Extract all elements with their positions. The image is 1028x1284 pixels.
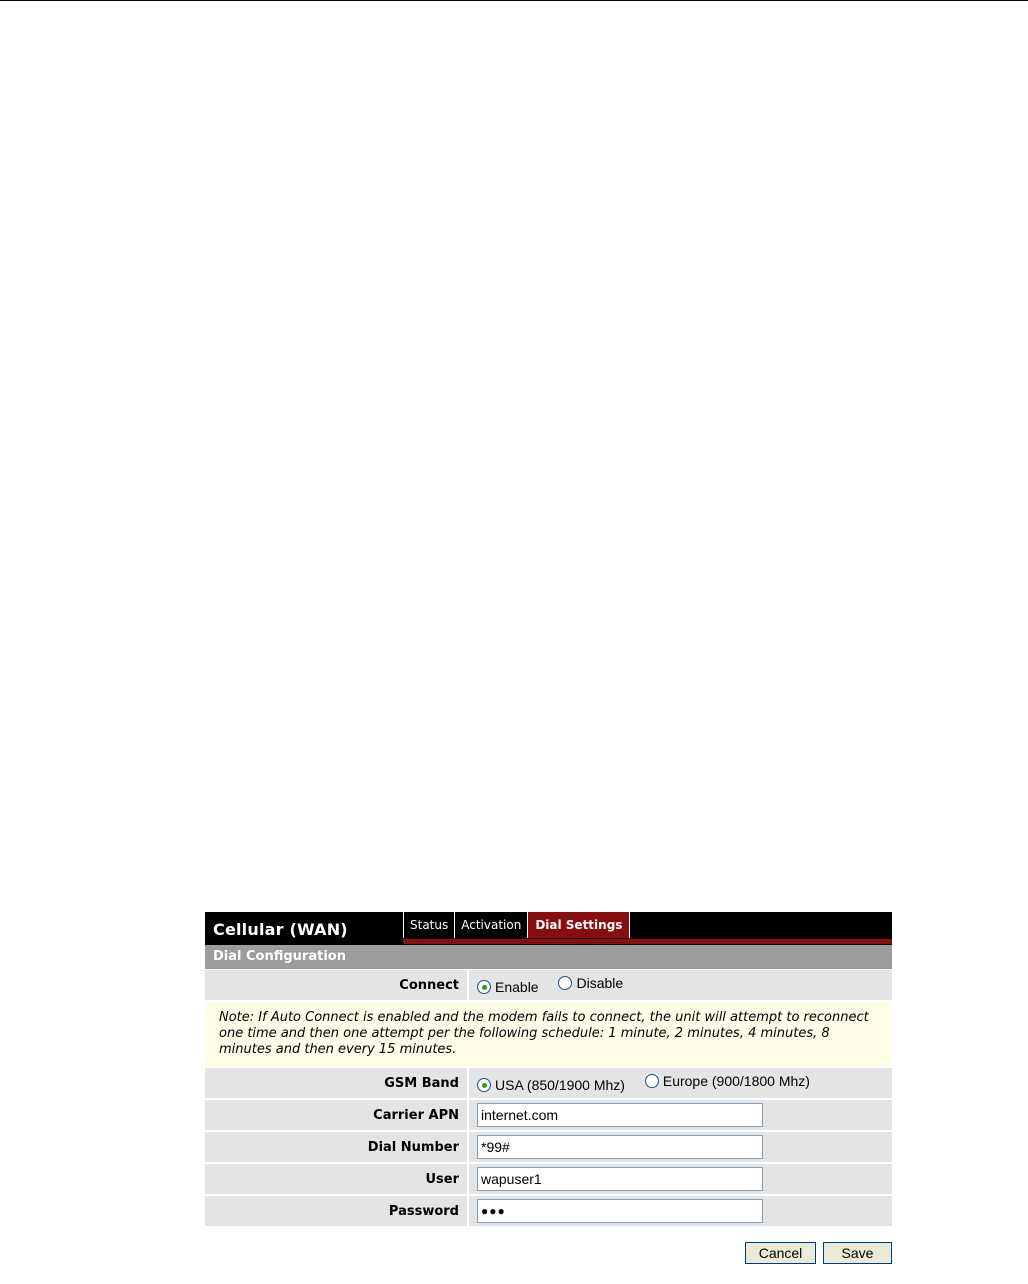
form-actions	[745, 1242, 892, 1264]
note-row	[205, 1001, 892, 1067]
password-input[interactable]: ●●●	[477, 1199, 763, 1223]
section-title: Dial Configuration	[205, 945, 892, 970]
dial-number-label: Dial Number	[205, 1131, 468, 1163]
gsm-band-label: GSM Band	[205, 1067, 468, 1099]
carrier-apn-row	[205, 1099, 892, 1131]
dial-number-row	[205, 1131, 892, 1163]
connect-disable-option[interactable]	[558, 975, 623, 991]
panel-header	[205, 912, 892, 945]
cancel-button[interactable]: Cancel	[745, 1242, 816, 1264]
carrier-apn-cell	[468, 1099, 892, 1131]
auto-connect-note: Note: If Auto Connect is enabled and the modem fails to connect, the unit will attempt to reconnect one time and then one attempt per the following schedule: 1 minute, 2 minutes, 4 minutes, 8 minutes and then every 15 minutes.	[205, 1001, 892, 1067]
gsm-band-options	[468, 1067, 892, 1099]
gsm-band-europe-option[interactable]	[645, 1073, 810, 1089]
password-label: Password	[205, 1195, 468, 1227]
connect-disable-label: Disable	[576, 974, 624, 991]
user-cell	[468, 1163, 892, 1195]
gsm-band-usa-option[interactable]	[477, 1077, 625, 1093]
carrier-apn-label: Carrier APN	[205, 1099, 468, 1131]
gsm-band-europe-radio[interactable]	[645, 1074, 659, 1088]
password-cell	[468, 1195, 892, 1227]
gsm-band-usa-label: USA (850/1900 Mhz)	[495, 1077, 625, 1094]
password-row	[205, 1195, 892, 1227]
tab-dial-settings[interactable]: Dial Settings	[527, 912, 630, 938]
cellular-wan-panel	[205, 912, 892, 1261]
page-title: Cellular (WAN)	[213, 920, 348, 939]
radio-selected-dot	[482, 985, 487, 990]
radio-selected-dot	[482, 1083, 487, 1088]
dial-number-input[interactable]: *99#	[477, 1135, 763, 1159]
dial-number-cell	[468, 1131, 892, 1163]
user-input[interactable]: wapuser1	[477, 1167, 763, 1191]
connect-enable-label: Enable	[495, 979, 539, 996]
carrier-apn-input[interactable]: internet.com	[477, 1103, 763, 1127]
gsm-band-europe-label: Europe (900/1800 Mhz)	[662, 1072, 810, 1089]
user-row	[205, 1163, 892, 1195]
save-button[interactable]: Save	[823, 1242, 892, 1264]
tab-underline	[403, 939, 892, 944]
connect-options	[468, 970, 892, 1001]
user-label: User	[205, 1163, 468, 1195]
top-rule	[0, 0, 1028, 1]
dial-config-form	[205, 970, 892, 1228]
connect-enable-option[interactable]	[477, 979, 539, 995]
connect-disable-radio[interactable]	[558, 976, 572, 990]
connect-enable-radio[interactable]	[477, 980, 491, 994]
tab-bar	[403, 912, 630, 938]
gsm-band-row	[205, 1067, 892, 1099]
connect-label: Connect	[205, 970, 468, 1001]
gsm-band-usa-radio[interactable]	[477, 1078, 491, 1092]
tab-activation[interactable]: Activation	[454, 912, 527, 938]
tab-status[interactable]: Status	[403, 912, 454, 938]
connect-row	[205, 970, 892, 1001]
